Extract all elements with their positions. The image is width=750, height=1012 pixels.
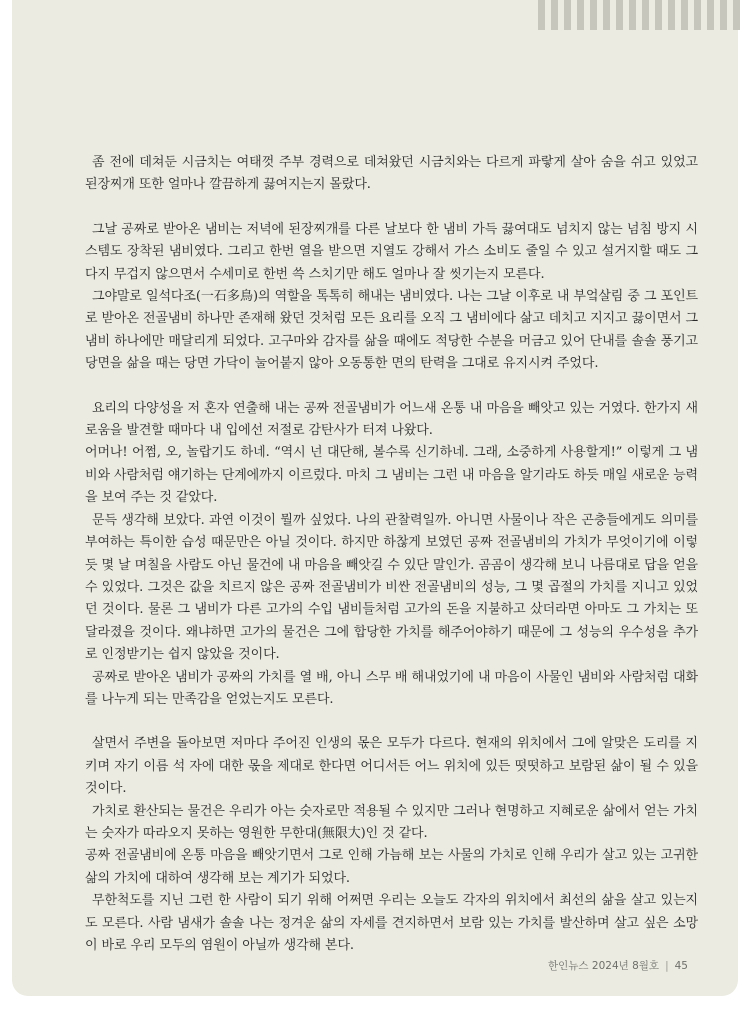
stripe xyxy=(642,0,649,30)
footer-separator: | xyxy=(665,959,669,972)
stripe xyxy=(655,0,662,30)
paragraph: 그야말로 일석다조(一石多鳥)의 역할을 톡톡히 해내는 냄비였다. 나는 그날 이후로 내 부엌살림 중 그 포인트로 받아온 전골냄비 하나만 존재해 왔던 것처럼 모든 요리를 오직 그 냄비에다 삶고 데치고 지지고 끓이면서 그 냄비 하나에만 매달리게 되었다. 고구마와 감자를 삶을 때에도 적당한 수분을 머금고 있어 단내를 솔솔 풍기고 당면을 삶을 때는 당면 가닥이 눌어붙지 않아 오동통한 면의 탄력을 그대로 유지시켜 주었다. xyxy=(85,289,698,372)
publication-name: 한인뉴스 2024년 8월호 xyxy=(548,960,660,972)
stripe xyxy=(603,0,610,30)
stripe xyxy=(733,0,740,30)
paragraph: 무한척도를 지닌 그런 한 사람이 되기 위해 어쩌면 우리는 오늘도 각자의 위치에서 최선의 삶을 살고 있는지도 모른다. 사람 냄새가 솔솔 나는 정겨운 삶의 자세를 견지하면서 보람 있는 가치를 발산하며 살고 싶은 소망이 바로 우리 모두의 염원이 아닐까 생각해 본다. xyxy=(85,893,698,953)
paragraph: 가치로 환산되는 물건은 우리가 아는 숫자로만 적용될 수 있지만 그러나 현명하고 지혜로운 삶에서 얻는 가치는 숫자가 따라오지 못하는 영원한 무한대(無限大)인 것 같다. xyxy=(85,803,698,841)
gap-7 xyxy=(85,711,698,733)
stripe xyxy=(590,0,597,30)
stripe xyxy=(629,0,636,30)
page-number: 45 xyxy=(674,959,688,972)
paragraph: 공짜 전골냄비에 온통 마음을 빼앗기면서 그로 인해 가늠해 보는 사물의 가치로 인해 우리가 살고 있는 고귀한 삶의 가치에 대하여 생각해 보는 계기가 되었다. xyxy=(85,848,698,886)
paragraph: 그날 공짜로 받아온 냄비는 저녁에 된장찌개를 다른 날보다 한 냄비 가득 끓여대도 넘치지 않는 넘침 방지 시스템도 장착된 냄비였다. 그리고 한번 열을 받으면 지열도 강해서 가스 소비도 줄일 수 있고 설거지할 때도 그다지 무겁지 않으면서 수세미로 한번 쓱 스치기만 해도 얼마나 잘 씻기는지 모른다. xyxy=(85,221,698,282)
decorative-stripes xyxy=(538,0,740,30)
gap-1 xyxy=(85,197,698,219)
paragraph: 어머나! 어쩜, 오, 놀랍기도 하네. “역시 넌 대단해, 볼수록 신기하네. 그래, 소중하게 사용할게!” 이렇게 그 냄비와 사람처럼 얘기하는 단계에까지 이르렀다. 마치 그 냄비는 그런 내 마음을 알기라도 하듯 매일 새로운 능력을 보여 주는 것 같았다. xyxy=(85,445,698,506)
page-footer xyxy=(548,958,688,973)
stripe xyxy=(538,0,545,30)
stripe xyxy=(616,0,623,30)
stripe xyxy=(681,0,688,30)
stripe xyxy=(707,0,714,30)
gap-3 xyxy=(85,376,698,398)
paragraph: 살면서 주변을 돌아보면 저마다 주어진 인생의 몫은 모두가 다르다. 현재의 위치에서 그에 알맞은 도리를 지키며 자기 이름 석 자에 대한 몫을 제대로 한다면 어디서든 어느 위치에 있든 떳떳하고 보람된 삶이 될 수 있을 것이다. xyxy=(85,736,698,797)
stripe xyxy=(668,0,675,30)
article-body xyxy=(85,152,698,957)
stripe xyxy=(564,0,571,30)
stripe xyxy=(720,0,727,30)
paragraph: 문득 생각해 보았다. 과연 이것이 뭘까 싶었다. 나의 관찰력일까. 아니면 사물이나 작은 곤충들에게도 의미를 부여하는 특이한 습성 때문만은 아닐 것이다. 하지만 하찮게 보였던 공짜 전골냄비의 가치가 무엇이기에 이렇듯 몇 날 며칠을 사람도 아닌 물건에 내 마음을 빼앗길 수 있단 말인가. 곰곰이 생각해 보니 나름대로 답을 얻을 수 있었다. 그것은 값을 치르지 않은 공짜 전골냄비가 비싼 전골냄비의 성능, 그 몇 곱절의 가치를 지니고 있었던 것이다. 물론 그 냄비가 다른 고가의 수입 냄비들처럼 고가의 돈을 지불하고 샀더라면 아마도 그 가치는 또 달라졌을 것이다. 왜냐하면 고가의 물건은 그에 합당한 가치를 해주어야하기 때문에 그 성능의 우수성을 추가로 인정받기는 쉽지 않았을 것이다. xyxy=(85,512,698,663)
stripe xyxy=(551,0,558,30)
paragraph: 좀 전에 데쳐둔 시금치는 여태껏 주부 경력으로 데쳐왔던 시금치와는 다르게 파랗게 살아 숨을 쉬고 있었고 된장찌개 또한 얼마나 깔끔하게 끓여지는지 몰랐다. xyxy=(85,155,698,193)
paragraph: 요리의 다양성을 저 혼자 연출해 내는 공짜 전골냄비가 어느새 온통 내 마음을 빼앗고 있는 거였다. 한가지 새로움을 발견할 때마다 내 입에선 저절로 감탄사가 터져 나왔다. xyxy=(85,400,698,439)
paragraph: 공짜로 받아온 냄비가 공짜의 가치를 열 배, 아니 스무 배 해내었기에 내 마음이 사물인 냄비와 사람처럼 대화를 나누게 되는 만족감을 얻었는지도 모른다. xyxy=(85,669,698,707)
stripe xyxy=(577,0,584,30)
stripe xyxy=(694,0,701,30)
